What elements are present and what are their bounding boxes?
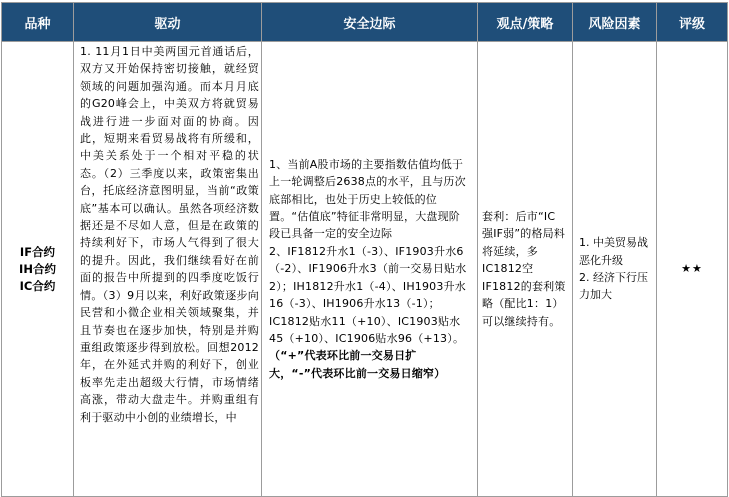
risk-factors-text: 1. 中美贸易战恶化升级 2. 经济下行压力加大 bbox=[579, 236, 648, 302]
table-row bbox=[2, 42, 728, 497]
product-if: IF合约 bbox=[19, 244, 56, 259]
rating-stars: ★★ bbox=[681, 262, 703, 276]
header-view-strategy: 观点/策略 bbox=[478, 3, 573, 42]
safety-margin-cell bbox=[262, 42, 478, 497]
header-safety-margin: 安全边际 bbox=[262, 3, 478, 42]
risk-factors-cell bbox=[573, 42, 657, 497]
product-cell bbox=[2, 42, 74, 497]
header-row bbox=[2, 3, 728, 42]
safety-margin-note: （“+”代表环比前一交易日扩大，“-”代表环比前一交易日缩窄） bbox=[269, 349, 446, 380]
product-ic: IC合约 bbox=[19, 278, 56, 293]
safety-margin-text: 1、当前A股市场的主要指数估值均低于上一轮调整后2638点的水平，且与历次底部相比，也处于历史上较低的位置。“估值底”特征非常明显，大盘现阶段已具备一定的安全边际 2、IF1812升水1（-3）、IF1903升水6（-2）、IF1906升水3（前一交易日贴水2）；IH1812升水1（-4）、IH1903升水16（-3）、IH1906升水13（-1）；IC1812贴水11（+10）、IC1903贴水45（+10）、IC1906贴水96（+13）。 bbox=[269, 157, 467, 345]
driver-text: 1. 11月1日中美两国元首通话后，双方又开始保持密切接触，就经贸领域的问题加强沟通。而本月月底的G20峰会上，中美双方将就贸易战进行进一步面对面的协商。因此，短期来看贸易战将有所缓和，中美关系处于一个相对平稳的状态。（2）三季度以来，政策密集出台，托底经济意图明显，当前“政策底”基本可以确认。虽然各项经济数据还是不尽如人意，但是在政策的持续利好下，市场人气得到了很大的提升。因此，我们继续看好在前面的报告中所提到的四季度吃饭行情。（3）9月以来，利好政策逐步向民营和小微企业相关领域聚集，并且节奏也在逐步加快，特别是并购重组政策逐步得到放松。回想2012年，在外延式并购的利好下，创业板率先走出超级大行情，市场情绪高涨，带动大盘走牛。并购重组有利于驱动中小创的业绩增长，中 bbox=[80, 45, 259, 424]
view-strategy-text: 套利：后市“IC强IF弱”的格局料将延续，多IC1812空IF1812的套利策略（配比1：1）可以继续持有。 bbox=[482, 210, 566, 328]
product-ih: IH合约 bbox=[19, 261, 56, 276]
header-driver: 驱动 bbox=[74, 3, 262, 42]
header-risk-factors: 风险因素 bbox=[573, 3, 657, 42]
rating-cell bbox=[657, 42, 728, 497]
header-rating: 评级 bbox=[657, 3, 728, 42]
driver-cell bbox=[74, 42, 262, 497]
header-product: 品种 bbox=[2, 3, 74, 42]
strategy-table bbox=[1, 2, 728, 497]
view-strategy-cell bbox=[478, 42, 573, 497]
